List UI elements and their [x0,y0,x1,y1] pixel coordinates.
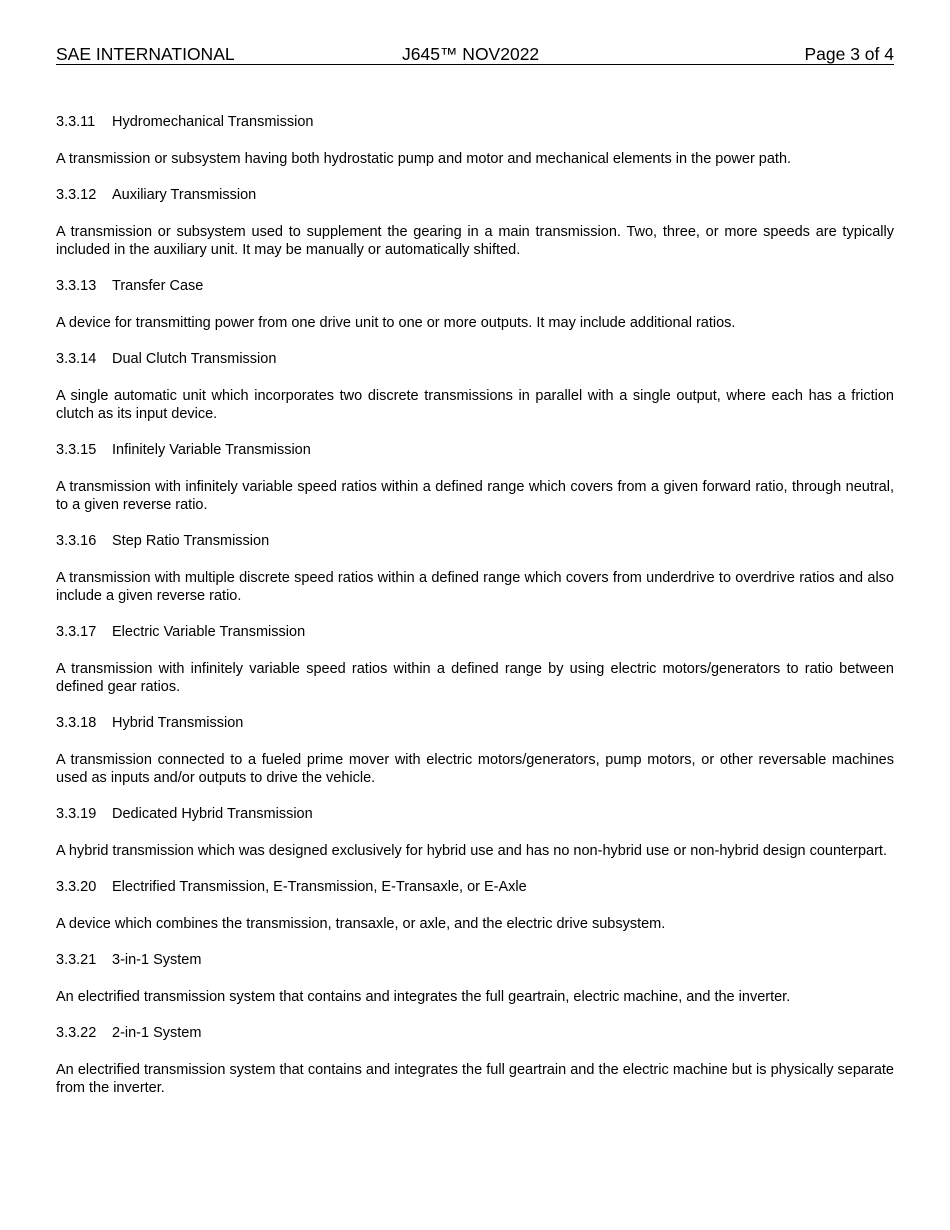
section-definition: A transmission or subsystem having both hydrostatic pump and motor and mechanical elements in the power path. [56,150,792,167]
section-heading [56,805,894,823]
section-heading [56,113,894,131]
section-title: Step Ratio Transmission [112,533,270,549]
section-number: 3.3.16 [56,533,97,549]
header-document-id: J645™ NOV2022 [402,44,540,64]
section-title: Electric Variable Transmission [112,624,306,640]
section-3-3-11 [56,113,894,168]
section-3-3-12 [56,186,894,259]
document-body [56,113,894,1115]
section-title: Transfer Case [112,278,204,294]
section-definition: A hybrid transmission which was designed exclusively for hybrid use and has no non-hybrid use or non-hybrid design counterpart. [56,842,887,859]
page-header [56,44,894,65]
section-heading [56,1024,894,1042]
section-definition: A device for transmitting power from one drive unit to one or more outputs. It may include additional ratios. [56,314,736,331]
section-title: Dedicated Hybrid Transmission [112,806,313,822]
section-3-3-20 [56,878,894,933]
section-3-3-18 [56,714,894,787]
section-title: Electrified Transmission, E-Transmission, E-Transaxle, or E-Axle [112,879,527,895]
section-definition: A transmission connected to a fueled prime mover with electric motors/generators, pump motors, or other reversable machines used as inputs and/or outputs to drive the vehicle. [56,751,894,786]
section-number: 3.3.18 [56,715,97,731]
section-3-3-14 [56,350,894,423]
section-definition: An electrified transmission system that contains and integrates the full geartrain and the electric machine but is physically separate from the inverter. [56,1061,894,1096]
section-definition: A transmission with infinitely variable speed ratios within a defined range by using electric motors/generators to ratio between defined gear ratios. [56,660,894,695]
section-number: 3.3.13 [56,278,97,294]
section-definition: An electrified transmission system that contains and integrates the full geartrain, electric machine, and the inverter. [56,988,791,1005]
section-title: Hydromechanical Transmission [112,114,314,130]
section-number: 3.3.15 [56,442,97,458]
section-heading [56,277,894,295]
section-heading [56,350,894,368]
section-title: Hybrid Transmission [112,715,244,731]
section-title: Infinitely Variable Transmission [112,442,311,458]
section-heading [56,951,894,969]
section-heading [56,186,894,204]
section-number: 3.3.19 [56,806,97,822]
header-page-number: Page 3 of 4 [804,44,894,64]
section-3-3-16 [56,532,894,605]
section-3-3-17 [56,623,894,696]
section-number: 3.3.21 [56,952,97,968]
section-title: Dual Clutch Transmission [112,351,277,367]
section-3-3-22 [56,1024,894,1097]
section-number: 3.3.12 [56,187,97,203]
section-heading [56,441,894,459]
section-number: 3.3.22 [56,1025,97,1041]
section-number: 3.3.14 [56,351,97,367]
section-number: 3.3.17 [56,624,97,640]
section-3-3-19 [56,805,894,860]
section-definition: A transmission with multiple discrete speed ratios within a defined range which covers from underdrive to overdrive ratios and also include a given reverse ratio. [56,569,894,604]
section-title: 2-in-1 System [112,1025,202,1041]
section-3-3-21 [56,951,894,1006]
section-definition: A single automatic unit which incorporates two discrete transmissions in parallel with a single output, where each has a friction clutch as its input device. [56,387,894,422]
section-3-3-13 [56,277,894,332]
section-3-3-15 [56,441,894,514]
section-heading [56,714,894,732]
section-title: 3-in-1 System [112,952,202,968]
section-number: 3.3.20 [56,879,97,895]
section-title: Auxiliary Transmission [112,187,257,203]
section-definition: A transmission or subsystem used to supplement the gearing in a main transmission. Two, three, or more speeds are typically included in the auxiliary unit. It may be manually or automatically shifted. [56,223,894,258]
section-heading [56,623,894,641]
section-definition: A transmission with infinitely variable speed ratios within a defined range which covers from a given forward ratio, through neutral, to a given reverse ratio. [56,478,894,513]
header-organization: SAE INTERNATIONAL [56,44,235,64]
section-definition: A device which combines the transmission, transaxle, or axle, and the electric drive subsystem. [56,915,666,932]
section-heading [56,532,894,550]
section-number: 3.3.11 [56,114,96,130]
section-heading [56,878,894,896]
